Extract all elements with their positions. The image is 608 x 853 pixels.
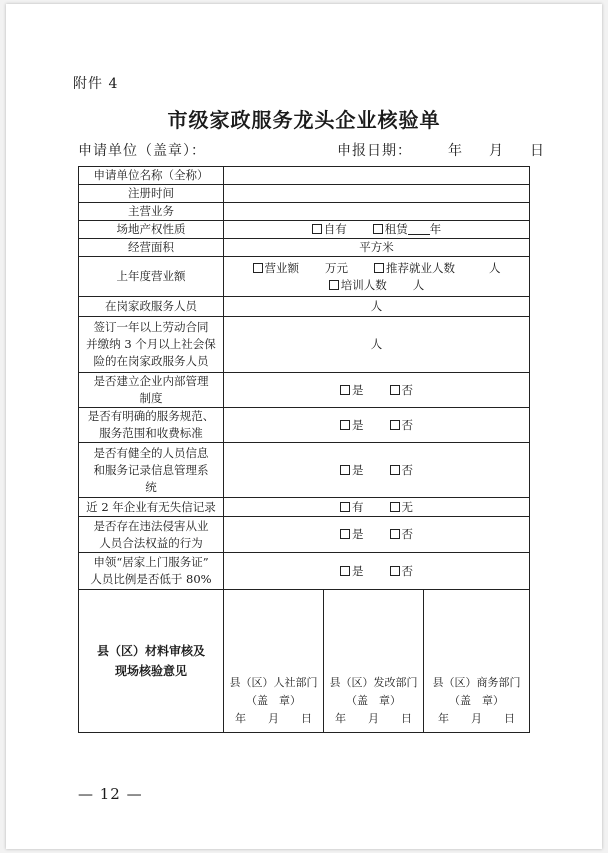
dept-ndrc-cell[interactable]: 县（区）发改部门 （盖 章） 年 月 日 [324, 590, 424, 733]
no-record-checkbox[interactable] [390, 502, 400, 512]
reg-time-field[interactable] [224, 185, 530, 203]
date-month: 月 [489, 143, 504, 159]
option-label: 营业额 [264, 260, 300, 275]
table-row [79, 257, 530, 297]
date-year: 年 [448, 143, 463, 159]
row-label: 是否有健全的人员信息 和服务记录信息管理系 统 [79, 443, 224, 498]
row-label: 经营面积 [79, 239, 224, 257]
table-row [79, 185, 530, 203]
option-label: 自有 [323, 222, 347, 236]
cert-options: 是 否 [224, 553, 530, 590]
dept-commerce-cell[interactable]: 县（区）商务部门 （盖 章） 年 月 日 [424, 590, 530, 733]
date-line [337, 140, 545, 160]
unit-label: 人 [489, 260, 501, 275]
no-checkbox[interactable] [390, 529, 400, 539]
row-label: 注册时间 [79, 185, 224, 203]
yes-checkbox[interactable] [340, 420, 350, 430]
mgmt-options: 是 否 [224, 373, 530, 408]
unit-label: 人 [370, 337, 383, 351]
row-label: 是否建立企业内部管理 制度 [79, 373, 224, 408]
revenue-checkbox[interactable] [253, 263, 263, 273]
date-day: 日 [530, 143, 545, 159]
row-label: 主营业务 [79, 203, 224, 221]
rent-years-field[interactable] [408, 224, 430, 235]
date-label: 申报日期： [337, 143, 412, 159]
table-row [79, 317, 530, 373]
table-row [79, 203, 530, 221]
table-row [79, 239, 530, 257]
name-field[interactable] [224, 167, 530, 185]
row-label: 签订一年以上劳动合同 并缴纳 3 个月以上社会保 险的在岗家政服务人员 [79, 317, 224, 373]
yes-checkbox[interactable] [340, 385, 350, 395]
row-label: 上年度营业额 [79, 257, 224, 297]
no-checkbox[interactable] [390, 465, 400, 475]
business-field[interactable] [224, 203, 530, 221]
credit-options: 有 无 [224, 498, 530, 517]
staff-field[interactable] [224, 297, 530, 317]
property-options [224, 221, 530, 239]
dept-hrss-cell[interactable]: 县（区）人社部门 （盖 章） 年 月 日 [224, 590, 324, 733]
revenue-options [224, 257, 530, 297]
row-label: 申请单位名称（全称） [79, 167, 224, 185]
row-label: 申领“居家上门服务证” 人员比例是否低于 80% [79, 553, 224, 590]
page-number: — 12 — [78, 785, 143, 803]
table-row [79, 408, 530, 443]
row-label: 是否存在违法侵害从业 人员合法权益的行为 [79, 517, 224, 553]
training-checkbox[interactable] [329, 280, 339, 290]
row-label: 是否有明确的服务规范、 服务范围和收费标准 [79, 408, 224, 443]
review-label: 县（区）材料审核及 现场核验意见 [79, 590, 224, 733]
row-label: 场地产权性质 [79, 221, 224, 239]
property-own-checkbox[interactable] [312, 224, 322, 234]
option-label: 推荐就业人数 [386, 260, 456, 275]
attachment-label: 附件 4 [73, 76, 119, 92]
norm-options: 是 否 [224, 408, 530, 443]
info-options: 是 否 [224, 443, 530, 498]
no-checkbox[interactable] [390, 385, 400, 395]
row-label: 在岗家政服务人员 [79, 297, 224, 317]
no-checkbox[interactable] [390, 566, 400, 576]
table-row [79, 443, 530, 498]
contract-field[interactable] [224, 317, 530, 373]
rights-options: 是 否 [224, 517, 530, 553]
property-rent-checkbox[interactable] [373, 224, 383, 234]
unit-label: 人 [412, 277, 425, 292]
option-label: 租赁 [384, 222, 408, 236]
applicant-label: 申请单位（盖章）： [78, 143, 206, 159]
unit-label: 万元 [325, 260, 349, 275]
yes-checkbox[interactable] [340, 465, 350, 475]
table-row [79, 373, 530, 408]
has-record-checkbox[interactable] [340, 502, 350, 512]
unit-label: 年 [429, 222, 442, 236]
review-row [79, 590, 530, 733]
option-label: 培训人数 [340, 277, 387, 292]
unit-label: 人 [370, 299, 383, 313]
table-row [79, 297, 530, 317]
unit-label: 平方米 [359, 240, 394, 254]
row-label: 近 2 年企业有无失信记录 [79, 498, 224, 517]
table-row [79, 221, 530, 239]
jobs-checkbox[interactable] [374, 263, 384, 273]
table-row [79, 498, 530, 517]
table-row [79, 553, 530, 590]
page-title: 市级家政服务龙头企业核验单 [167, 108, 441, 132]
yes-checkbox[interactable] [340, 529, 350, 539]
no-checkbox[interactable] [390, 420, 400, 430]
area-field[interactable] [224, 239, 530, 257]
yes-checkbox[interactable] [340, 566, 350, 576]
table-row [79, 517, 530, 553]
verification-form-table [78, 166, 530, 733]
table-row [79, 167, 530, 185]
